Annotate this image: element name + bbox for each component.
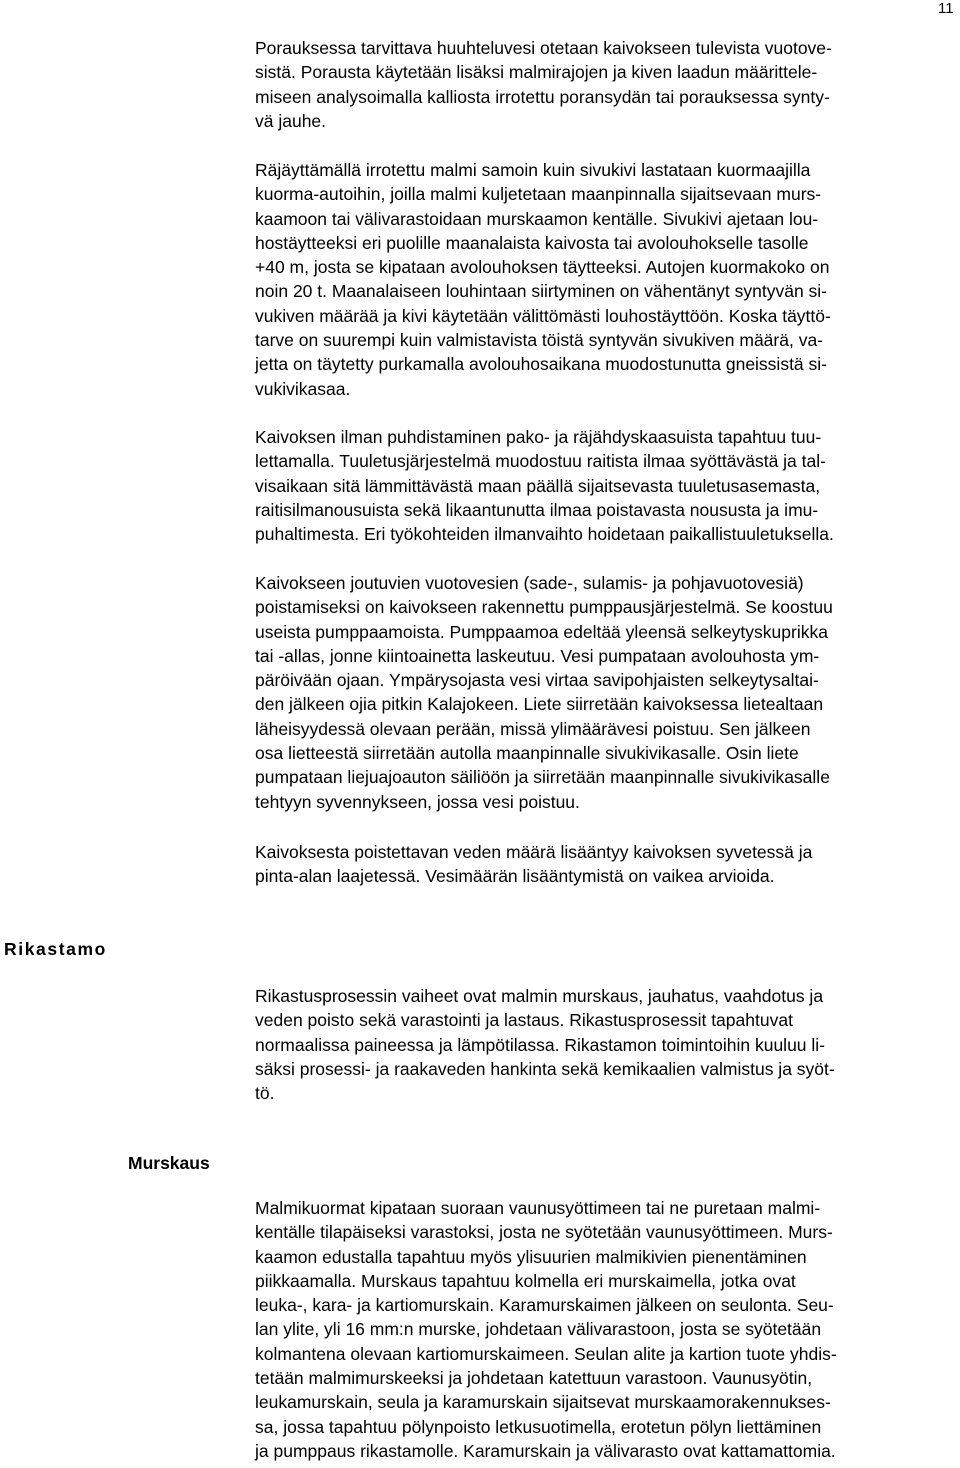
paragraph-ventilation: Kaivoksen ilman puhdistaminen pako- ja räjähdyskaasuista tapahtuu tuu- lettamalla. Tuuletusjärjestelmä muodostuu raitista ilmaa syöttävästä ja tal- visaikaan sitä lämmittävästä maan päällä sijaitsevasta tuuletusasemasta, raitisilmanousuista sekä likaantunutta ilmaa poistavasta noususta ja imu- puhaltimesta. Eri työkohteiden ilmanvaihto hoidetaan paikallistuuletuksella.	[255, 427, 834, 545]
paragraph-ore-loading: Räjäyttämällä irrotettu malmi samoin kuin sivukivi lastataan kuormaajilla kuorma-autoihin, joilla malmi kuljetetaan maanpinnalla sijaitsevaan murs- kaamoon tai välivarastoidaan murskaamon kentälle. Sivukivi ajetaan lou- hostäytteeksi eri puolille maanalaista kaivosta tai avolouhokselle tasolle +40 m, josta se kipataan avolouhoksen täytteeksi. Autojen kuormakoko on noin 20 t. Maanalaiseen louhintaan siirtyminen on vähentänyt syntyvän si- vukiven määrää ja kivi käytetään välittömästi louhostäyttöön. Koska täyttö- tarve on suurempi kuin valmistavista töistä syntyvän sivukiven määrä, va- jetta on täytetty purkamalla avolouhosaikana muodostunutta gneissistä si- vukivikasaa.	[255, 160, 831, 399]
paragraph-enrichment-process: Rikastusprosessin vaiheet ovat malmin murskaus, jauhatus, vaahdotus ja veden poisto sekä varastointi ja lastaus. Rikastusprosessit tapahtuvat normaalissa paineessa ja lämpötilassa. Rikastamon toimintoihin kuuluu li- säksi prosessi- ja raakaveden hankinta sekä kemikaalien valmistus ja syöt- tö.	[255, 986, 835, 1104]
section-heading-rikastamo: Rikastamo	[4, 939, 107, 959]
paragraph-crushing: Malmikuormat kipataan suoraan vaunusyöttimeen tai ne puretaan malmi- kentälle tilapäiseksi varastoksi, josta ne syötetään vaunusyöttimeen. Murs- kaamon edustalla tapahtuu myös ylisuurien malmikivien pienentäminen piikkaamalla. Murskaus tapahtuu kolmella eri murskaimella, jotka ovat leuka-, kara- ja kartiomurskain. Karamurskaimen jälkeen on seulonta. Seu- lan ylite, yli 16 mm:n murske, johdetaan välivarastoon, josta se syötetään kolmantena olevaan kartiomurskaimeen. Seulan alite ja kartion tuote yhdis- tetään malmimurskeeksi ja johdetaan katettuun varastoon. Vaunusyötin, leukamurskain, seula ja karamurskain sijaitsevat murskaamorakennukses- sa, jossa tapahtuu pölynpoisto letkusuotimella, erotetun pölyn liettäminen ja pumppaus rikastamolle. Karamurskain ja välivarasto ovat kattamattomia.	[255, 1198, 837, 1461]
paragraph-water-pumping: Kaivokseen joutuvien vuotovesien (sade-, sulamis- ja pohjavuotovesiä) poistamiseksi on kaivokseen rakennettu pumppausjärjestelmä. Se koostuu useista pumppaamoista. Pumppaamoa edeltää yleensä selkeytyskuprikka tai -allas, jonne kiintoainetta laskeutuu. Vesi pumpataan avolouhosta ym- päröivään ojaan. Ympärysojasta vesi virtaa savipohjaisten selkeytysaltai- den jälkeen ojia pitkin Kalajokeen. Liete siirretään kaivoksessa lietealtaan läheisyydessä olevaan perään, missä ylimäärävesi poistuu. Sen jälkeen osa lietteestä siirretään autolla maanpinnalle sivukivikasalle. Osin liete pumpataan liejuajoauton säiliöön ja siirretään maanpinnalle sivukivikasalle tehtyyn syvennykseen, jossa vesi poistuu.	[255, 573, 833, 812]
page-number: 11	[938, 0, 954, 17]
section-heading-murskaus: Murskaus	[128, 1153, 210, 1173]
paragraph-drilling-water: Porauksessa tarvittava huuhteluvesi otetaan kaivokseen tulevista vuotove- sistä. Porausta käytetään lisäksi malmirajojen ja kiven laadun määrittele- miseen analysoimalla kalliosta irrotettu poransydän tai porauksessa synty- vä jauhe.	[255, 38, 832, 131]
paragraph-water-volume: Kaivoksesta poistettavan veden määrä lisääntyy kaivoksen syvetessä ja pinta-alan laajetessä. Vesimäärän lisääntymistä on vaikea arvioida.	[255, 842, 813, 887]
